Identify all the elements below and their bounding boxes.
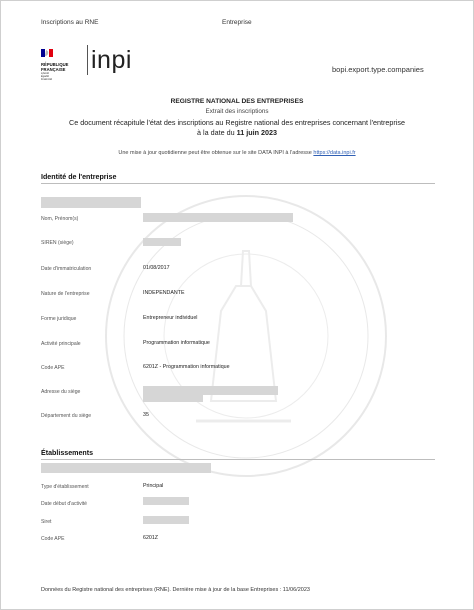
republique-francaise-logo [41,44,85,84]
footer-note: Données du Registre national des entreprises (RNE). Dernière mise à jour de la base Entreprises : 11/06/2023 [41,587,310,593]
label-siret: Siret [41,519,52,525]
label-main-activity: Activité principale [41,341,81,347]
label-establishment-type: Type d'établissement [41,484,89,490]
inpi-logo: inpi [91,46,132,74]
value-ape-code: 6201Z - Programmation informatique [143,364,230,370]
redacted-siren-value [143,238,181,246]
value-main-activity: Programmation informatique [143,340,210,346]
label-activity-start-date: Date début d'activité [41,501,87,507]
motto-line-3: Fraternité [41,78,53,81]
label-head-office-address: Adresse du siège [41,389,81,395]
label-siren: SIREN (siège) [41,240,74,246]
marianne-icon [41,49,53,57]
value-establishment-type: Principal [143,483,164,489]
label-registration-date: Date d'immatriculation [41,266,92,272]
redacted-siret-value [143,516,189,524]
identity-heading: Identité de l'entreprise [41,173,117,181]
date-line [1,128,473,137]
establishments-heading: Établissements [41,449,94,457]
label-ape-code: Code APE [41,365,65,371]
establishments-rule [41,459,435,460]
extract-date: 11 juin 2023 [236,128,277,137]
label-company-nature: Nature de l'entreprise [41,291,90,297]
label-legal-form: Forme juridique [41,316,77,322]
registry-title: REGISTRE NATIONAL DES ENTREPRISES [170,98,304,105]
header-right-label: bopi.export.type.companies [332,65,424,74]
republique-line-1: RÉPUBLIQUE [41,62,69,67]
value-registration-date: 01/08/2017 [143,265,170,271]
header-left-label: Inscriptions au RNE [41,19,99,26]
redacted-address-value-2 [143,395,203,402]
redacted-name-value [143,213,293,222]
inpi-seal-watermark [101,191,391,481]
value-head-office-department: 35 [143,412,149,418]
motto-line-2: Égalité [41,75,49,78]
redacted-establishment-name [41,463,211,473]
label-establishment-ape: Code APE [41,536,65,542]
update-notice-text: Une mise à jour quotidienne peut être obtenue sur le site DATA INPI à l'adresse [118,150,312,156]
identity-rule [41,183,435,184]
redacted-start-date-value [143,497,189,505]
label-name: Nom, Prénom(s) [41,216,79,222]
intro-text: Ce document récapitule l'état des inscriptions au Registre national des entreprises concernant l'entreprise [69,118,405,127]
label-head-office-department: Département du siège [41,413,92,419]
republique-line-2: FRANÇAISE [41,67,66,72]
update-notice [1,150,473,156]
header-center-label: Entreprise [222,19,252,26]
value-establishment-ape: 6201Z [143,535,159,541]
logo-divider [87,45,88,75]
value-company-nature: INDEPENDANTE [143,290,185,296]
data-inpi-link[interactable]: https://data.inpi.fr [313,150,356,156]
extract-subtitle: Extrait des inscriptions [205,108,269,115]
redacted-address-value [143,386,278,395]
motto-line-1: Liberté [41,72,49,75]
redacted-company-name [41,197,141,208]
date-prefix: à la date du [197,128,237,137]
value-legal-form: Entrepreneur individuel [143,315,198,321]
